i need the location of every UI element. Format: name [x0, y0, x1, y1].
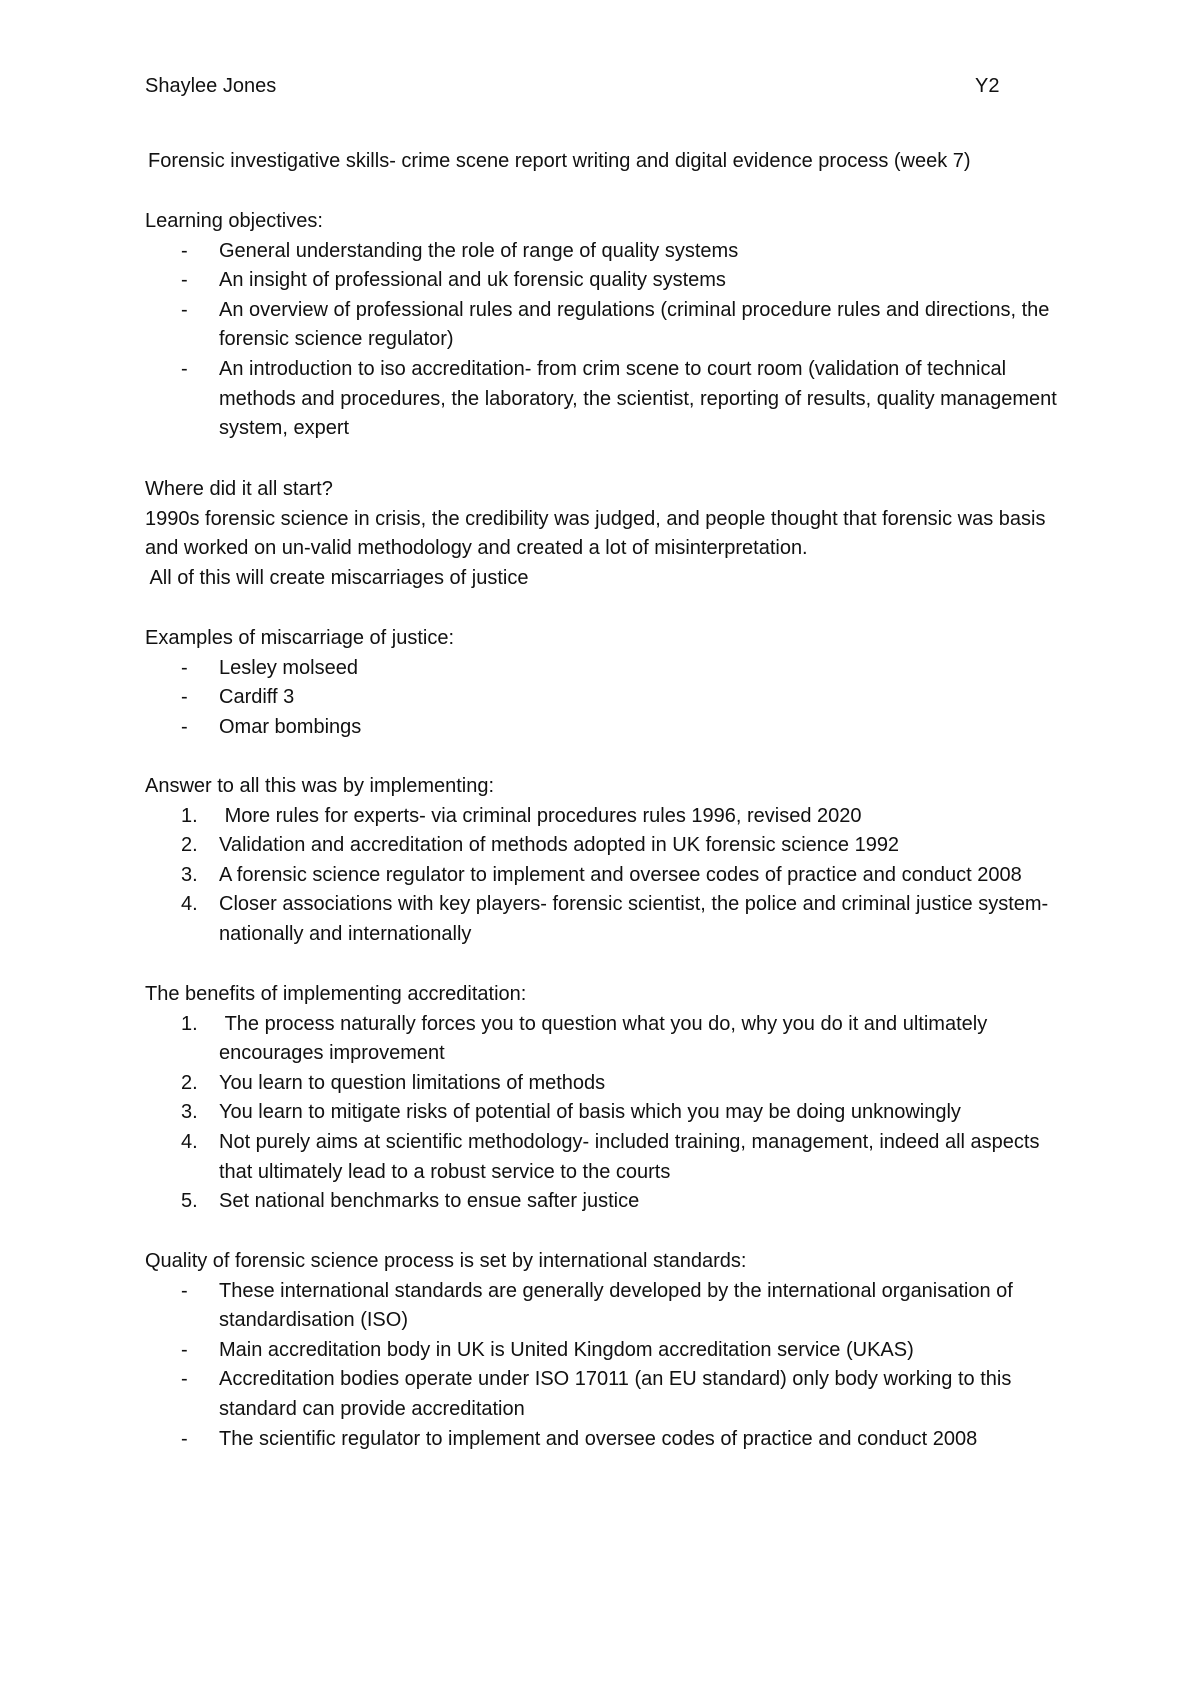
dash-marker: - [181, 1368, 188, 1391]
dash-marker: - [181, 1338, 188, 1361]
list-item: - Cardiff 3 [145, 683, 1065, 713]
author-name: Shaylee Jones [145, 75, 277, 97]
answer-section [145, 772, 1065, 950]
number-marker: 5. [181, 1190, 198, 1213]
list-item: 4. Closer associations with key players- forensic scientist, the police and criminal justice system- nationally and internationally [145, 890, 1065, 949]
dash-marker: - [181, 1279, 188, 1302]
dash-marker: - [181, 298, 188, 321]
year-label: Y2 [975, 75, 1000, 97]
examples-heading: Examples of miscarriage of justice: [145, 627, 455, 649]
origin-heading: Where did it all start? [145, 478, 333, 500]
list-item: 2. Validation and accreditation of methods adopted in UK forensic science 1992 [145, 831, 1065, 861]
dash-marker: - [181, 269, 188, 292]
list-item: - An insight of professional and uk forensic quality systems [145, 266, 1065, 296]
learning-objectives-list [145, 237, 1065, 444]
number-marker: 1. [181, 804, 198, 827]
benefits-heading: The benefits of implementing accreditation: [145, 983, 527, 1005]
list-item: 2. You learn to question limitations of methods [145, 1069, 1065, 1099]
list-item: - Accreditation bodies operate under ISO 17011 (an EU standard) only body working to this standard can provide accreditation [145, 1365, 1065, 1424]
list-item: - General understanding the role of range of quality systems [145, 237, 1065, 267]
number-marker: 1. [181, 1012, 198, 1035]
benefits-section [145, 980, 1065, 1217]
number-marker: 3. [181, 1101, 198, 1124]
list-item: 4. Not purely aims at scientific methodology- included training, management, indeed all aspects that ultimately lead to a robust service to the courts [145, 1128, 1065, 1187]
answer-list [145, 802, 1065, 950]
list-item: 1. The process naturally forces you to question what you do, why you do it and ultimately encourages improvement [145, 1010, 1065, 1069]
origin-section [145, 475, 1065, 593]
dash-marker: - [181, 715, 188, 738]
list-item: 5. Set national benchmarks to ensue safter justice [145, 1187, 1065, 1217]
list-item: - An introduction to iso accreditation- from crim scene to court room (validation of technical methods and procedures, the laboratory, the scientist, reporting of results, quality management system, expert [145, 355, 1065, 444]
list-item: - Lesley molseed [145, 654, 1065, 684]
origin-paragraph: 1990s forensic science in crisis, the credibility was judged, and people thought that forensic was basis and worked on un-valid methodology and created a lot of misinterpretation. [145, 507, 1046, 560]
learning-objectives-section [145, 207, 1065, 444]
quality-list [145, 1277, 1065, 1455]
number-marker: 3. [181, 863, 198, 886]
list-item: - These international standards are generally developed by the international organisation of standardisation (ISO) [145, 1277, 1065, 1336]
document-title: Forensic investigative skills- crime scene report writing and digital evidence process (week 7) [148, 150, 971, 172]
quality-section [145, 1247, 1065, 1454]
dash-marker: - [181, 656, 188, 679]
quality-heading: Quality of forensic science process is set by international standards: [145, 1250, 747, 1272]
list-item: 3. A forensic science regulator to implement and oversee codes of practice and conduct 2008 [145, 861, 1065, 891]
origin-paragraph-conclusion: All of this will create miscarriages of justice [145, 566, 529, 589]
list-item: - Main accreditation body in UK is United Kingdom accreditation service (UKAS) [145, 1336, 1065, 1366]
examples-list [145, 654, 1065, 743]
dash-marker: - [181, 239, 188, 262]
list-item: - The scientific regulator to implement and oversee codes of practice and conduct 2008 [145, 1425, 1065, 1455]
dash-marker: - [181, 357, 188, 380]
list-item: 1. More rules for experts- via criminal procedures rules 1996, revised 2020 [145, 802, 1065, 832]
dash-marker: - [181, 1427, 188, 1450]
dash-marker: - [181, 686, 188, 709]
list-item: 3. You learn to mitigate risks of potential of basis which you may be doing unknowingly [145, 1098, 1065, 1128]
number-marker: 4. [181, 893, 198, 916]
number-marker: 2. [181, 1071, 198, 1094]
list-item: - An overview of professional rules and regulations (criminal procedure rules and directions, the forensic science regulator) [145, 296, 1065, 355]
answer-heading: Answer to all this was by implementing: [145, 775, 495, 797]
benefits-list [145, 1010, 1065, 1217]
examples-section [145, 624, 1065, 742]
number-marker: 4. [181, 1130, 198, 1153]
learning-objectives-heading: Learning objectives: [145, 210, 323, 232]
list-item: - Omar bombings [145, 713, 1065, 743]
number-marker: 2. [181, 834, 198, 857]
